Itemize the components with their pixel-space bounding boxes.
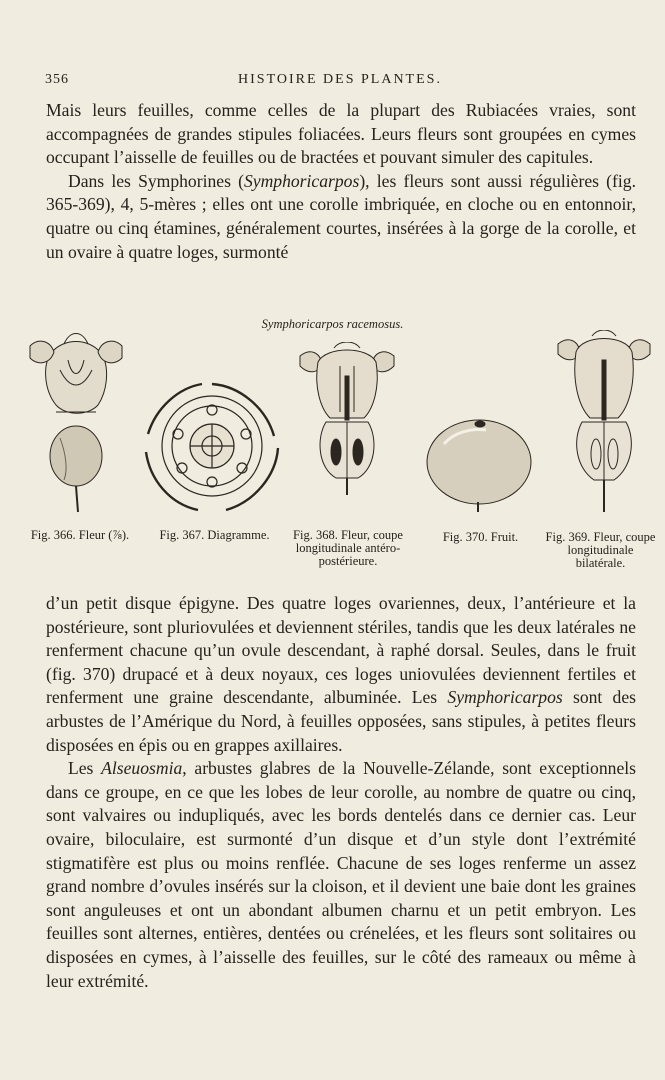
paragraph: Mais leurs feuilles, comme celles de la plupart des Rubiacées vraies, sont accompagnées de grandes stipules foliacées. Leurs fleurs sont groupées en cymes occupant l’aisselle de feuilles ou de bractées et pouvant simuler des capitules. [46, 100, 636, 168]
figure-366-flower [24, 330, 129, 515]
page-header [45, 72, 635, 92]
paragraph: Dans les Symphorines (Symphoricarpos), les fleurs sont aussi régulières (fig. 365-369), 4, 5-mères ; elles ont une corolle imbriquée, en cloche ou en entonnoir, quatre ou cinq étamines, généralement courtes, insérées à la gorge de la corolle, et un ovaire à quatre loges, surmonté [46, 170, 636, 262]
caption-fig-368: Fig. 368. Fleur, coupe longitudinale antéro-postérieure. [293, 528, 403, 568]
paragraph: Les Alseuosmia, arbustes glabres de la Nouvelle-Zélande, sont exceptionnels dans ce groupe, en ce que les lobes de leur corolle, au nombre de quatre ou cinq, sont valvaires ou indupliqués, avec les bords dentelés dans ce dernier cas. Leur ovaire, biloculaire, est surmonté d’un disque et d’un style dont l’extrémité stigmatifère est plus ou moins renflée. Chacune de ses loges renferme un assez grand nombre d’ovules insérés sur la cloison, et il devient une baie dont les graines sont anguleuses et ont un abondant albumen charnu et un petit embryon. Les feuilles sont alternes, entières, dentées ou crénelées, et les fleurs sont solitaires ou disposées en cymes, à l’aisselle des feuilles, sur le côté des rameaux ou même à leur extrémité. [46, 758, 636, 991]
flower-section-illustration [296, 342, 398, 497]
plate-title: Symphoricarpos racemosus. [261, 317, 404, 331]
caption-fig-367: Fig. 367. Diagramme. [159, 528, 270, 542]
page-number: 356 [45, 72, 69, 87]
flower-illustration [24, 330, 129, 515]
text-block-bottom [46, 592, 636, 993]
text-block-top [46, 99, 636, 264]
figure-369-section [556, 330, 652, 515]
figure-368-section [296, 342, 398, 497]
running-title: HISTOIRE DES PLANTES. [238, 72, 442, 87]
fruit-illustration [424, 414, 534, 514]
floral-diagram-illustration [140, 378, 285, 518]
caption-fig-366: Fig. 366. Fleur (⅞). [30, 528, 130, 542]
figure-370-fruit [424, 414, 534, 514]
caption-fig-369: Fig. 369. Fleur, coupe longitudinale bilatérale. [545, 530, 656, 570]
caption-fig-370: Fig. 370. Fruit. [442, 530, 519, 544]
flower-bilateral-section-illustration [556, 330, 652, 515]
paragraph: d’un petit disque épigyne. Des quatre loges ovariennes, deux, l’antérieure et la postérieure, sont pluriovulées et deviennent stériles, tandis que les deux latérales ne renferment chacune qu’un ovule descendant, à raphé dorsal. Seules, dans le fruit (fig. 370) drupacé et à deux noyaux, ces loges uniovulées deviennent fertiles et renferment une graine descendante, albuminée. Les Symphoricarpos sont des arbustes de l’Amérique du Nord, à feuilles opposées, sans stipules, à petites fleurs disposées en épis ou en grappes axillaires. [46, 593, 637, 755]
figure-367-diagram [140, 378, 285, 518]
